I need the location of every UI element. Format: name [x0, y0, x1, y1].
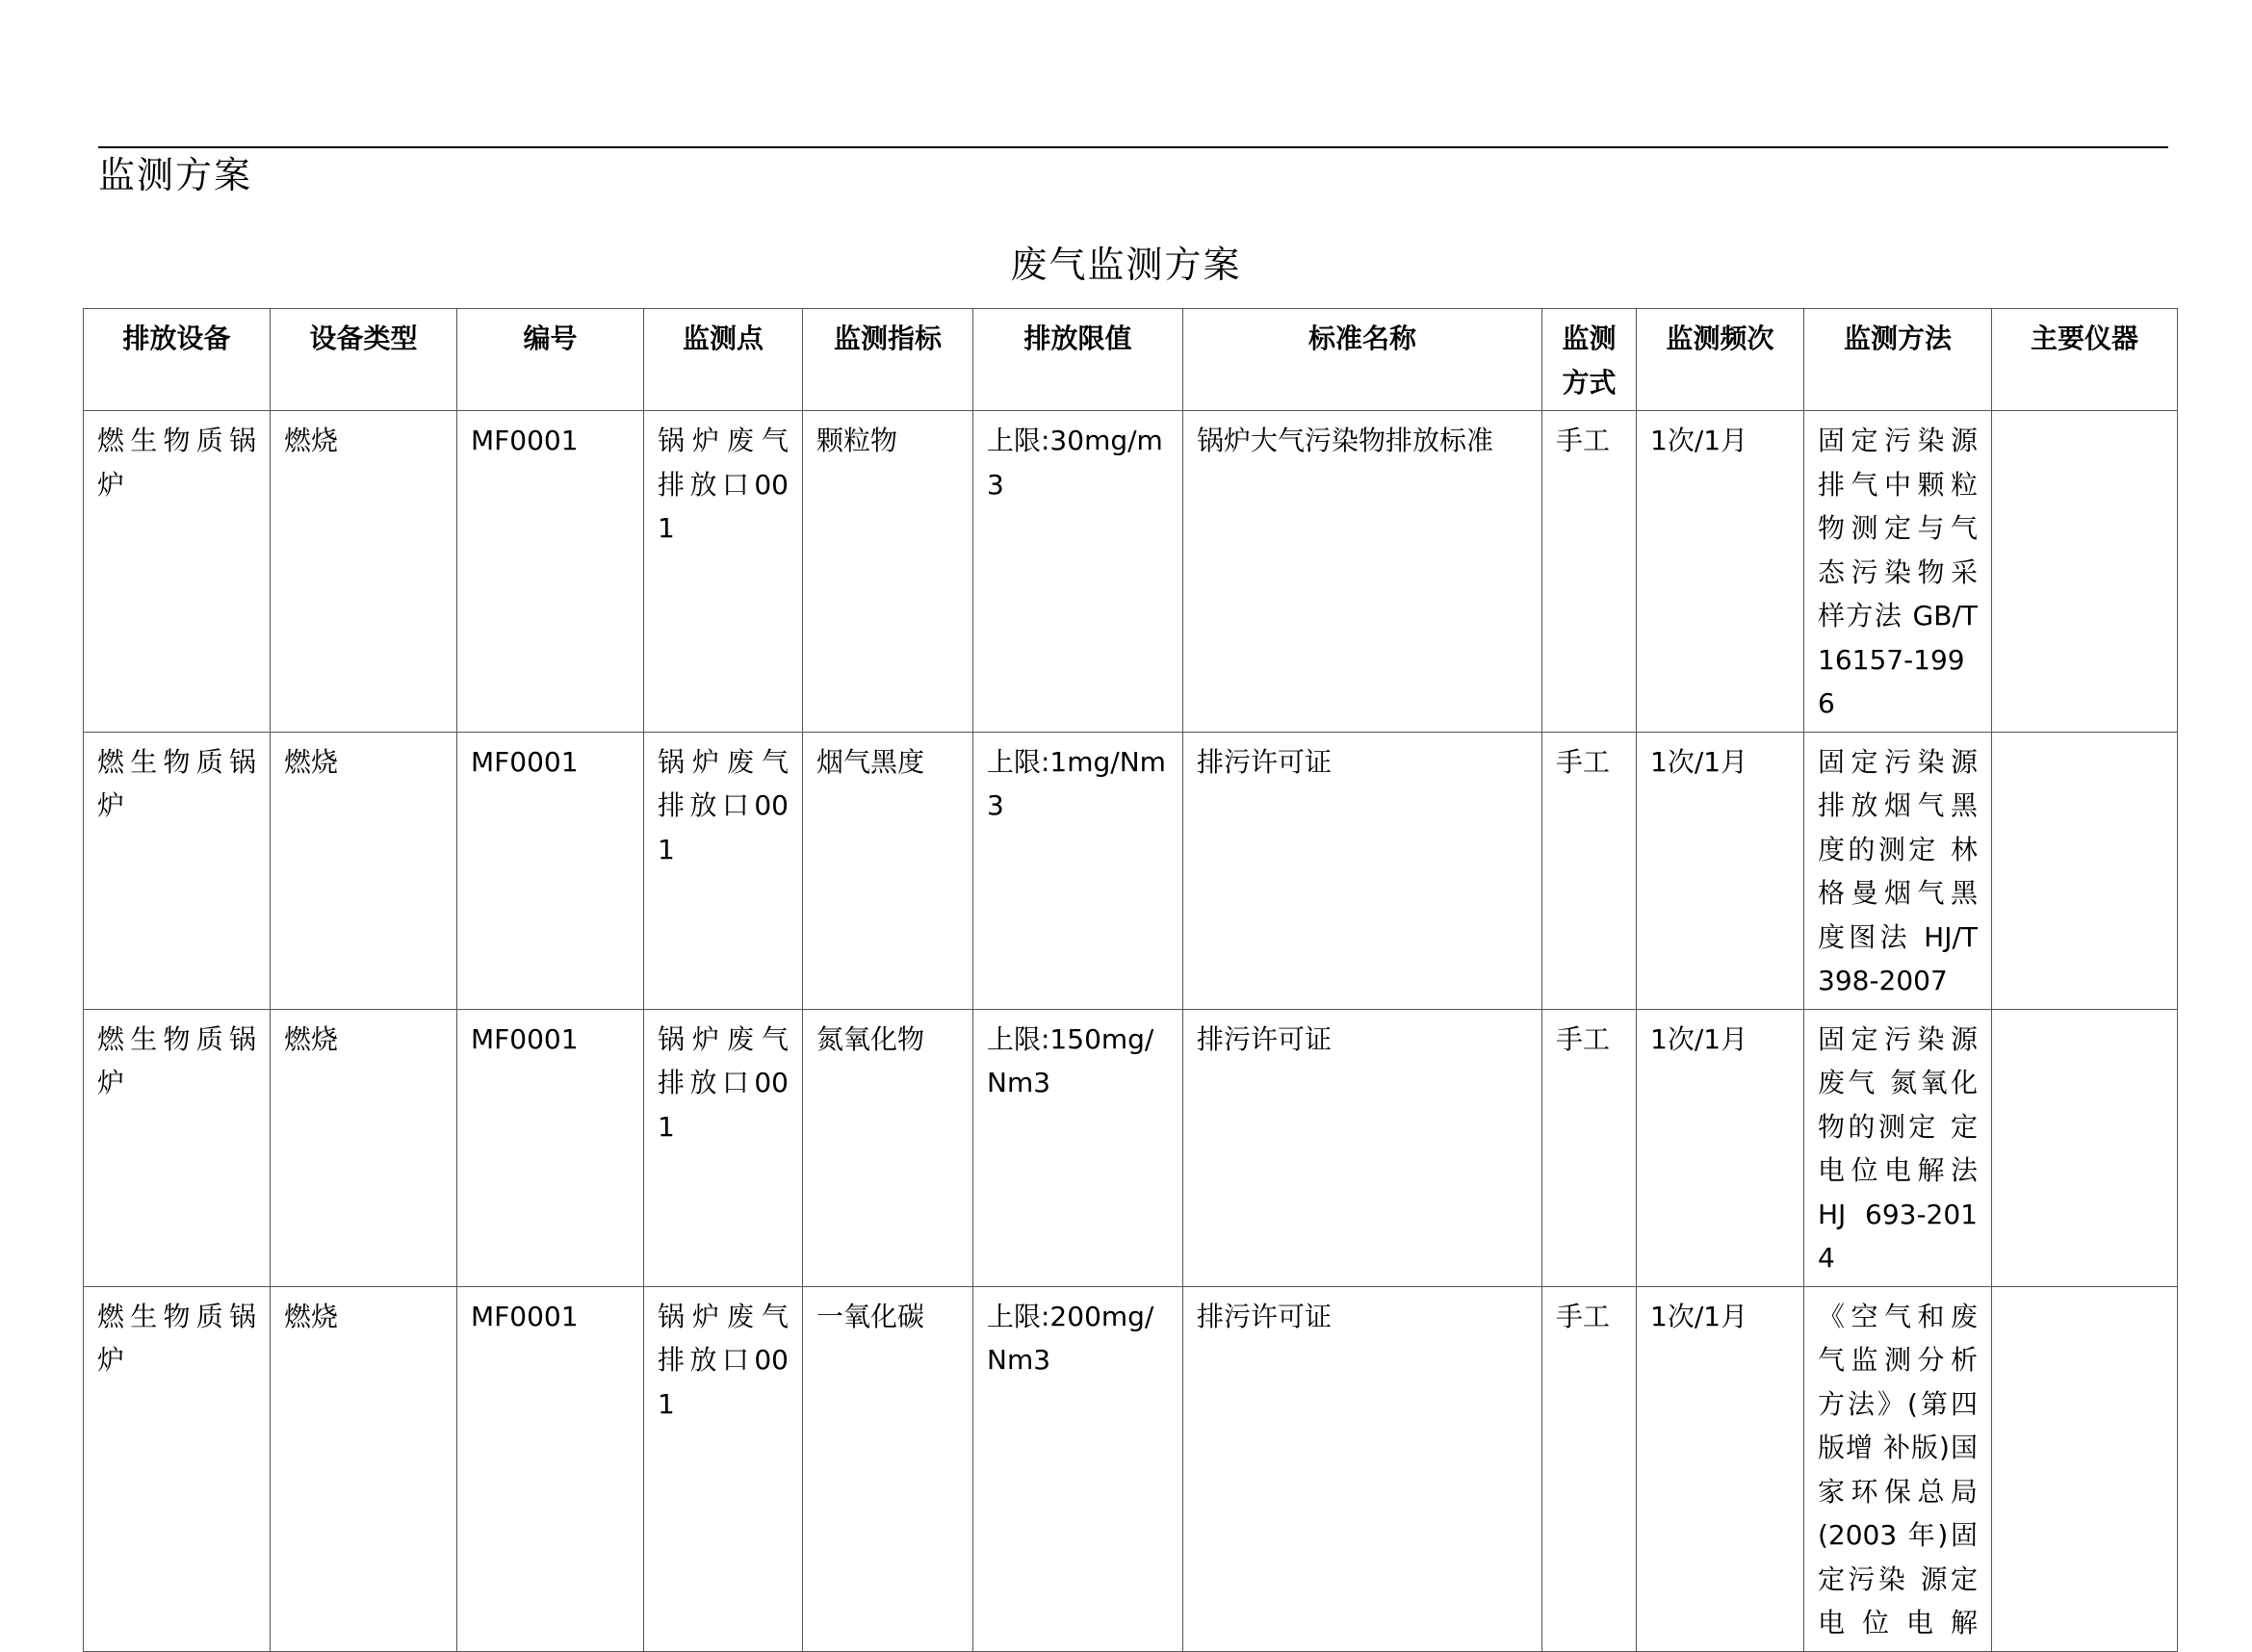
table-cell: 一氧化碳 [803, 1286, 973, 1651]
table-cell [1992, 411, 2178, 733]
header-cell: 编号 [457, 309, 644, 411]
table-row [84, 411, 2178, 733]
table-cell: 1次/1月 [1637, 1009, 1804, 1286]
table-cell: 排污许可证 [1183, 1009, 1542, 1286]
table-cell: 上限:30mg/m3 [973, 411, 1183, 733]
table-cell: 排污许可证 [1183, 732, 1542, 1009]
table-cell: 锅炉大气污染物排放标准 [1183, 411, 1542, 733]
table-cell: MF0001 [457, 1286, 644, 1651]
table-row [84, 1286, 2178, 1651]
table-row [84, 1009, 2178, 1286]
header-cell: 排放设备 [84, 309, 271, 411]
table-cell: 燃生物质锅炉 [84, 1009, 271, 1286]
document-title: 废气监测方案 [1010, 244, 1242, 286]
table-cell: 锅炉废气排放口001 [644, 1009, 803, 1286]
table-cell: 燃生物质锅炉 [84, 732, 271, 1009]
table-cell [1992, 1009, 2178, 1286]
table-header-row [84, 309, 2178, 411]
table-cell: 颗粒物 [803, 411, 973, 733]
table-cell [1992, 732, 2178, 1009]
table-cell: 固定污染源废气 氮氧化物的测定 定电位电解法 HJ 693-2014 [1804, 1009, 1992, 1286]
table-cell: 锅炉废气排放口001 [644, 1286, 803, 1651]
table-cell: 燃烧 [271, 732, 457, 1009]
table-cell: 上限:1mg/Nm3 [973, 732, 1183, 1009]
table-cell: 手工 [1542, 411, 1637, 733]
table-cell: 燃生物质锅炉 [84, 411, 271, 733]
table-cell: 燃烧 [271, 1009, 457, 1286]
table-cell: 锅炉废气排放口001 [644, 411, 803, 733]
table-cell: 氮氧化物 [803, 1009, 973, 1286]
table-cell: 燃烧 [271, 411, 457, 733]
section-title: 监测方案 [98, 154, 253, 196]
table-cell: MF0001 [457, 411, 644, 733]
header-cell: 标准名称 [1183, 309, 1542, 411]
table-cell: 固定污染源排放烟气黑度的测定 林格曼烟气黑度图法 HJ/T 398-2007 [1804, 732, 1992, 1009]
table-cell: 手工 [1542, 732, 1637, 1009]
table-cell: 固定污染源排气中颗粒物测定与气态污染物采样方法 GB/T 16157-1996 [1804, 411, 1992, 733]
table-cell: 1次/1月 [1637, 411, 1804, 733]
exhaust-monitoring-table [83, 308, 2178, 1652]
header-cell: 监测方法 [1804, 309, 1992, 411]
table-cell: 燃烧 [271, 1286, 457, 1651]
table-cell: 《空气和废气监测分析方法》(第四版增 补版)国家环保总局(2003 年)固定污染 源定电位电解 [1804, 1286, 1992, 1651]
table-cell: 上限:200mg/Nm3 [973, 1286, 1183, 1651]
header-cell: 主要仪器 [1992, 309, 2178, 411]
table-cell: 烟气黑度 [803, 732, 973, 1009]
table-cell: 燃生物质锅炉 [84, 1286, 271, 1651]
header-cell: 监测方式 [1542, 309, 1637, 411]
table-cell: MF0001 [457, 1009, 644, 1286]
table-cell: 1次/1月 [1637, 1286, 1804, 1651]
table-cell: 1次/1月 [1637, 732, 1804, 1009]
table-cell: 排污许可证 [1183, 1286, 1542, 1651]
table-row [84, 732, 2178, 1009]
header-cell: 设备类型 [271, 309, 457, 411]
table-cell: 手工 [1542, 1286, 1637, 1651]
header-cell: 排放限值 [973, 309, 1183, 411]
header-cell: 监测点 [644, 309, 803, 411]
table-cell: 手工 [1542, 1009, 1637, 1286]
table-cell: MF0001 [457, 732, 644, 1009]
table-cell: 上限:150mg/Nm3 [973, 1009, 1183, 1286]
table-cell [1992, 1286, 2178, 1651]
table-cell: 锅炉废气排放口001 [644, 732, 803, 1009]
header-cell: 监测频次 [1637, 309, 1804, 411]
header-cell: 监测指标 [803, 309, 973, 411]
header-rule [98, 146, 2168, 148]
